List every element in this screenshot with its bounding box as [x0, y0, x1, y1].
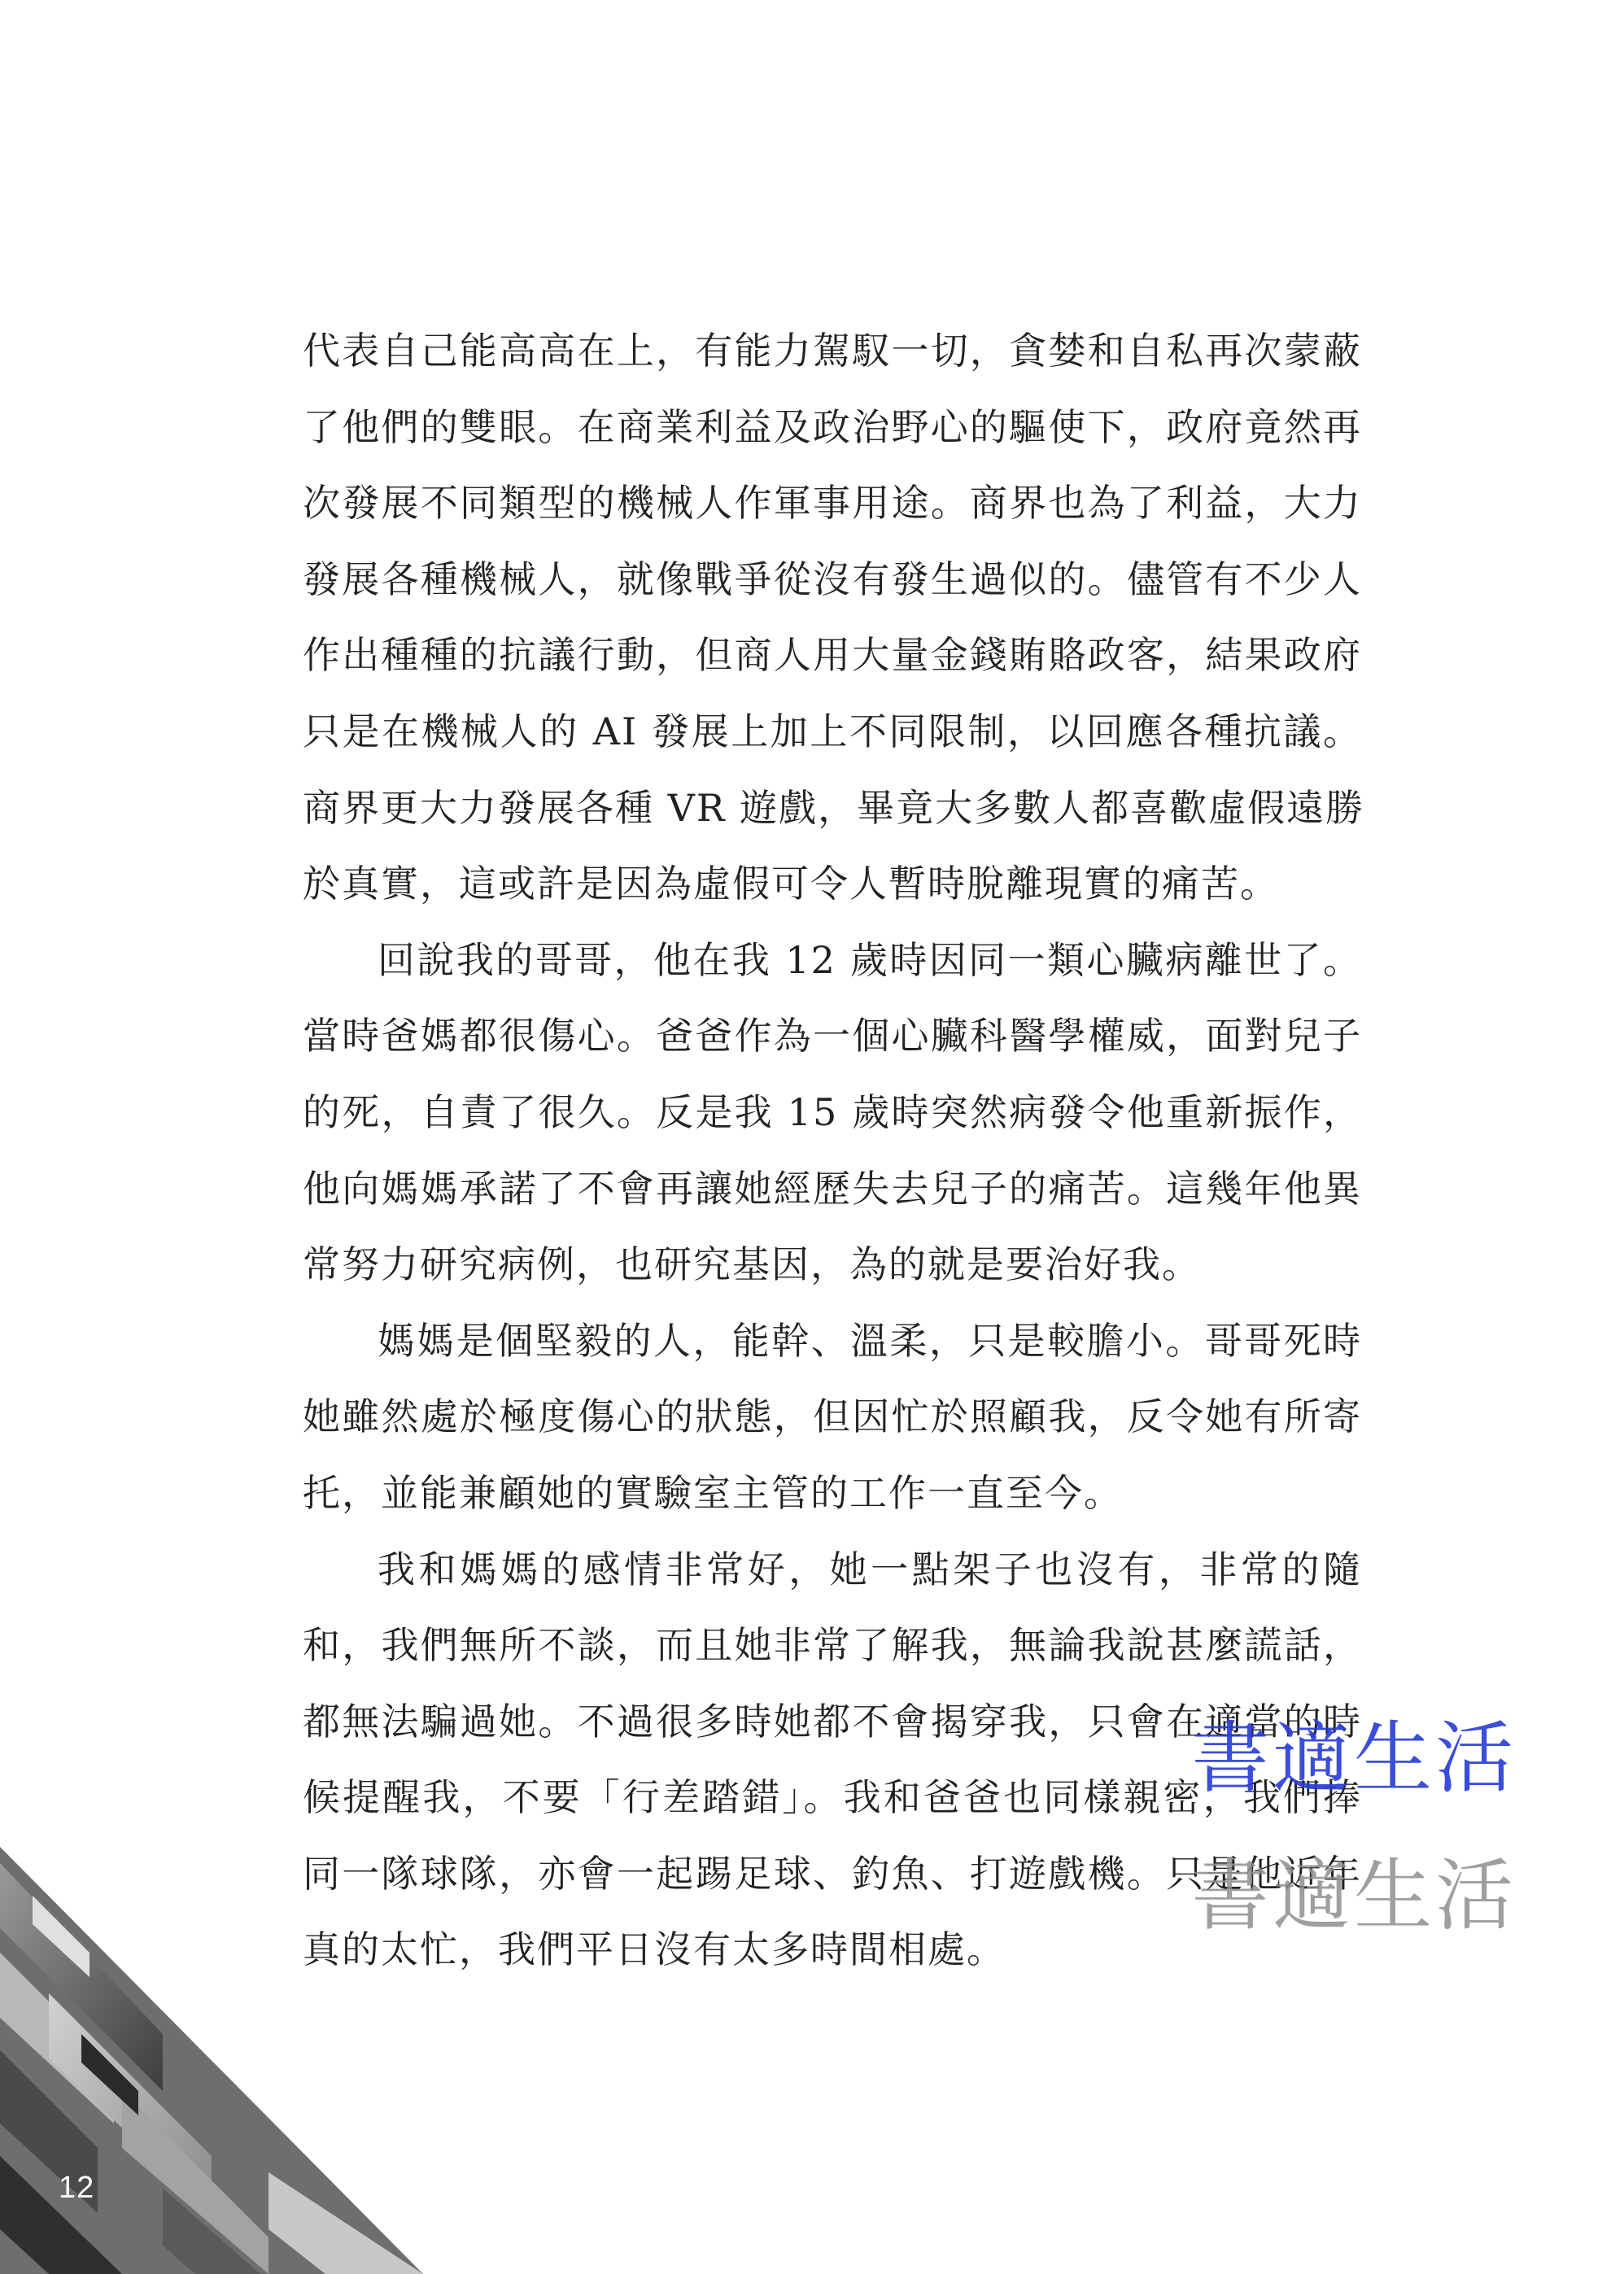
- text-line: 代表自己能高高在上，有能力駕馭一切，貪婪和自私再次蒙蔽: [303, 329, 1362, 373]
- text-line: 於真實，這或許是因為虛假可令人暫時脫離現實的痛苦。: [303, 862, 1279, 906]
- text-line: 和，我們無所不談，而且她非常了解我，無論我說甚麼謊話，: [303, 1623, 1362, 1668]
- text-line: 候提醒我，不要「行差踏錯」。我和爸爸也同樣親密，我們捧: [303, 1775, 1362, 1820]
- text-line: 同一隊球隊，亦會一起踢足球、釣魚、打遊戲機。只是他近年: [303, 1851, 1362, 1896]
- text-line: 了他們的雙眼。在商業利益及政治野心的驅使下，政府竟然再: [303, 404, 1362, 449]
- watermark-blue: 書適生活: [1191, 1713, 1517, 1804]
- text-line: 次發展不同類型的機械人作軍事用途。商界也為了利益，大力: [303, 481, 1362, 526]
- text-line: 發展各種機械人，就像戰爭從沒有發生過似的。儘管有不少人: [303, 556, 1362, 601]
- text-line: 她雖然處於極度傷心的狀態，但因忙於照顧我，反令她有所寄: [303, 1395, 1362, 1439]
- text-line: 商界更大力發展各種 VR 遊戲，畢竟大多數人都喜歡虛假遠勝: [303, 785, 1365, 830]
- text-line: 他向媽媽承諾了不會再讓她經歷失去兒子的痛苦。這幾年他異: [303, 1166, 1362, 1211]
- text-line: 真的太忙，我們平日沒有太多時間相處。: [303, 1927, 1006, 1972]
- text-line: 媽媽是個堅毅的人，能幹、溫柔，只是較膽小。哥哥死時: [378, 1318, 1362, 1363]
- page-number: 12: [59, 2171, 95, 2205]
- watermark-gray: 書適生活: [1191, 1850, 1517, 1941]
- text-line: 常努力研究病例，也研究基因，為的就是要治好我。: [303, 1242, 1201, 1287]
- text-line: 的死，自責了很久。反是我 15 歲時突然病發令他重新振作，: [303, 1089, 1362, 1134]
- text-line: 回說我的哥哥，他在我 12 歲時因同一類心臟病離世了。: [378, 937, 1362, 982]
- text-line: 托，並能兼顧她的實驗室主管的工作一直至今。: [303, 1470, 1123, 1515]
- text-line: 作出種種的抗議行動，但商人用大量金錢賄賂政客，結果政府: [303, 633, 1362, 678]
- text-line: 都無法騙過她。不過很多時她都不會揭穿我，只會在適當的時: [303, 1699, 1362, 1744]
- text-line: 我和媽媽的感情非常好，她一點架子也沒有，非常的隨: [378, 1547, 1362, 1591]
- corner-decoration: [0, 1847, 423, 2274]
- text-line: 當時爸媽都很傷心。爸爸作為一個心臟科醫學權威，面對兒子: [303, 1014, 1362, 1058]
- text-line: 只是在機械人的 AI 發展上加上不同限制，以回應各種抗議。: [303, 709, 1362, 753]
